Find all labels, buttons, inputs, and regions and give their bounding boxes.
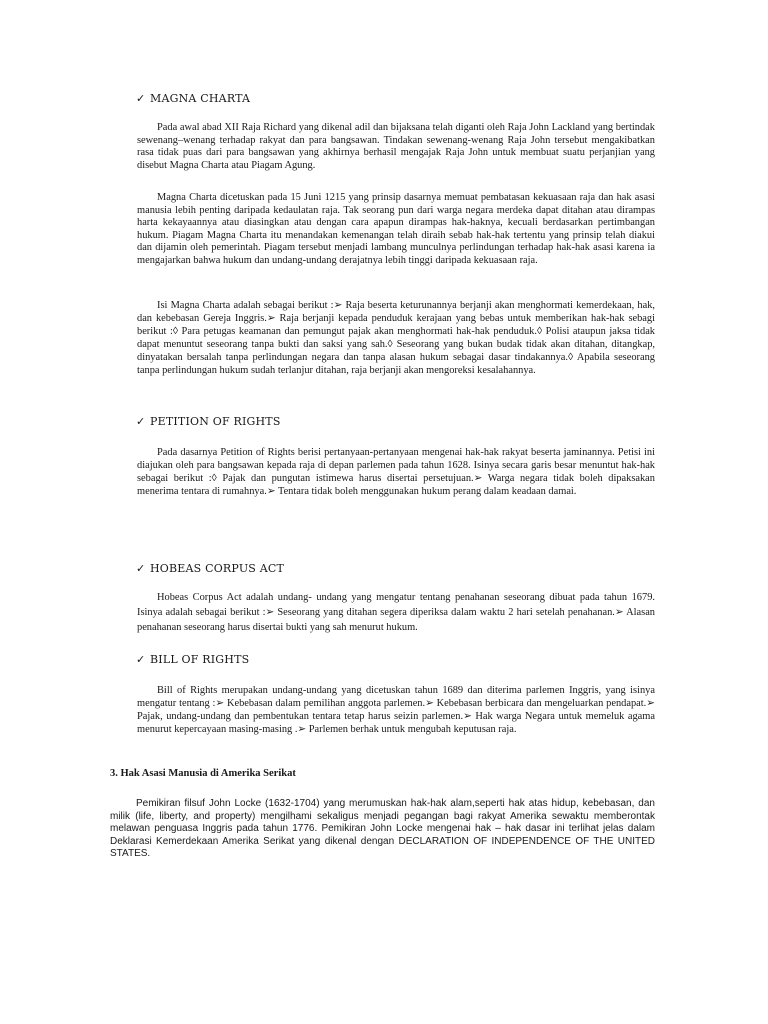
paragraph-hobeas: Hobeas Corpus Act adalah undang- undang yang mengatur tentang penahanan seseorang dibuat pada tahun 1679. Isinya adalah sebagai berikut :➢ Seseorang yang ditahan segera diperiksa dalam waktu 2 hari setelah penahanan.➢ Alasan penahanan seseorang harus disertai bukti yang sah menurut hukum. bbox=[137, 592, 655, 633]
paragraph-amerika: Pemikiran filsuf John Locke (1632-1704) yang merumuskan hak-hak alam,seperti hak atas hidup, kebebasan, dan milik (life, liberty, and property) mengilhami sekaligus menjadi pegangan bagi rakyat Amerika sewaktu memberontak melawan penguasa Inggris pada tahun 1776. Pemikiran John Locke mengenai hak – hak dasar ini terlihat jelas dalam Deklarasi Kemerdekaan Amerika Serikat yang dikenal dengan DECLARATION OF INDEPENDENCE OF THE UNITED STATES. bbox=[110, 798, 655, 860]
heading-magna-charta: ✓ MAGNA CHARTA bbox=[136, 92, 251, 105]
paragraph-magna-intro: Pada awal abad XII Raja Richard yang dikenal adil dan bijaksana telah diganti oleh Raja John Lackland yang bertindak sewenang–wenang terhadap rakyat dan para bangsawan. Tindakan sewenang-wenang Raja John tersebut mengakibatkan rasa tidak puas dari para bangsawan yang akhirnya berhasil mengajak Raja John untuk membuat suatu perjanjian yang disebut Magna Charta atau Piagam Agung. bbox=[137, 122, 655, 171]
paragraph-magna-dicetuskan: Magna Charta dicetuskan pada 15 Juni 1215 yang prinsip dasarnya memuat pembatasan kekuasaan raja dan hak asasi manusia lebih penting daripada kedaulatan raja. Tak seorang pun dari warga negara merdeka dapat ditahan atau dirampas harta kekayaannya atau diasingkan atau dengan cara apapun dirampas hak-haknya, kecuali berdasarkan pertimbangan hukum. Piagam Magna Charta itu menandakan kemenangan telah diraih sebab hak-hak tertentu yang prinsip telah diakui dan dijamin oleh pemerintah. Piagam tersebut menjadi lambang munculnya perlindungan terhadap hak-hak asasi karena ia mengajarkan bahwa hukum dan undang-undang derajatnya lebih tinggi daripada kekuasaan raja. bbox=[137, 192, 655, 266]
check-icon: ✓ bbox=[136, 92, 146, 105]
heading-bill-of-rights: ✓ BILL OF RIGHTS bbox=[136, 653, 250, 666]
paragraph-petition: Pada dasarnya Petition of Rights berisi pertanyaan-pertanyaan mengenai hak-hak rakyat beserta jaminannya. Petisi ini diajukan oleh para bangsawan kepada raja di depan parlemen pada tahun 1628. Isinya secara garis besar menuntut hak-hak sebagai berikut :◊ Pajak dan pungutan istimewa harus disertai persetujuan.➢ Warga negara tidak boleh dipaksakan menerima tentara di rumahnya.➢ Tentara tidak boleh menggunakan hukum perang dalam keadaan damai. bbox=[137, 447, 655, 497]
paragraph-magna-isi: Isi Magna Charta adalah sebagai berikut :➢ Raja beserta keturunannya berjanji akan menghormati kemerdekaan, hak, dan kebebasan Gereja Inggris.➢ Raja berjanji kepada penduduk kerajaan yang bebas untuk memberikan hak-hak sebagi berikut :◊ Para petugas keamanan dan pemungut pajak akan menghormati hak-hak penduduk.◊ Polisi ataupun jaksa tidak dapat menuntut seseorang tanpa bukti dan saksi yang sah.◊ Seseorang yang bukan budak tidak akan ditahan, ditangkap, dinyatakan bersalah tanpa perlindungan negara dan tanpa alasan hukum sebagai dasar tindakannya.◊ Apabila seseorang tanpa perlindungan hukum sudah terlanjur ditahan, raja berjanji akan mengoreksi kesalahannya. bbox=[137, 300, 655, 376]
section-title-amerika: 3. Hak Asasi Manusia di Amerika Serikat bbox=[110, 768, 296, 779]
paragraph-bill: Bill of Rights merupakan undang-undang yang dicetuskan tahun 1689 dan diterima parlemen Inggris, yang isinya mengatur tentang :➢ Kebebasan dalam pemilihan anggota parlemen.➢ Kebebasan berbicara dan mengeluarkan pendapat.➢ Pajak, undang-undang dan pembentukan tentara tetap harus seizin parlemen.➢ Hak warga Negara untuk memeluk agama menurut kepercayaan masing-masing .➢ Parlemen berhak untuk mengubah keputusan raja. bbox=[137, 685, 655, 735]
heading-hobeas-corpus-act: ✓ HOBEAS CORPUS ACT bbox=[136, 562, 285, 575]
check-icon: ✓ bbox=[136, 653, 146, 666]
check-icon: ✓ bbox=[136, 415, 146, 428]
check-icon: ✓ bbox=[136, 562, 146, 575]
heading-petition-of-rights: ✓ PETITION OF RIGHTS bbox=[136, 415, 281, 428]
